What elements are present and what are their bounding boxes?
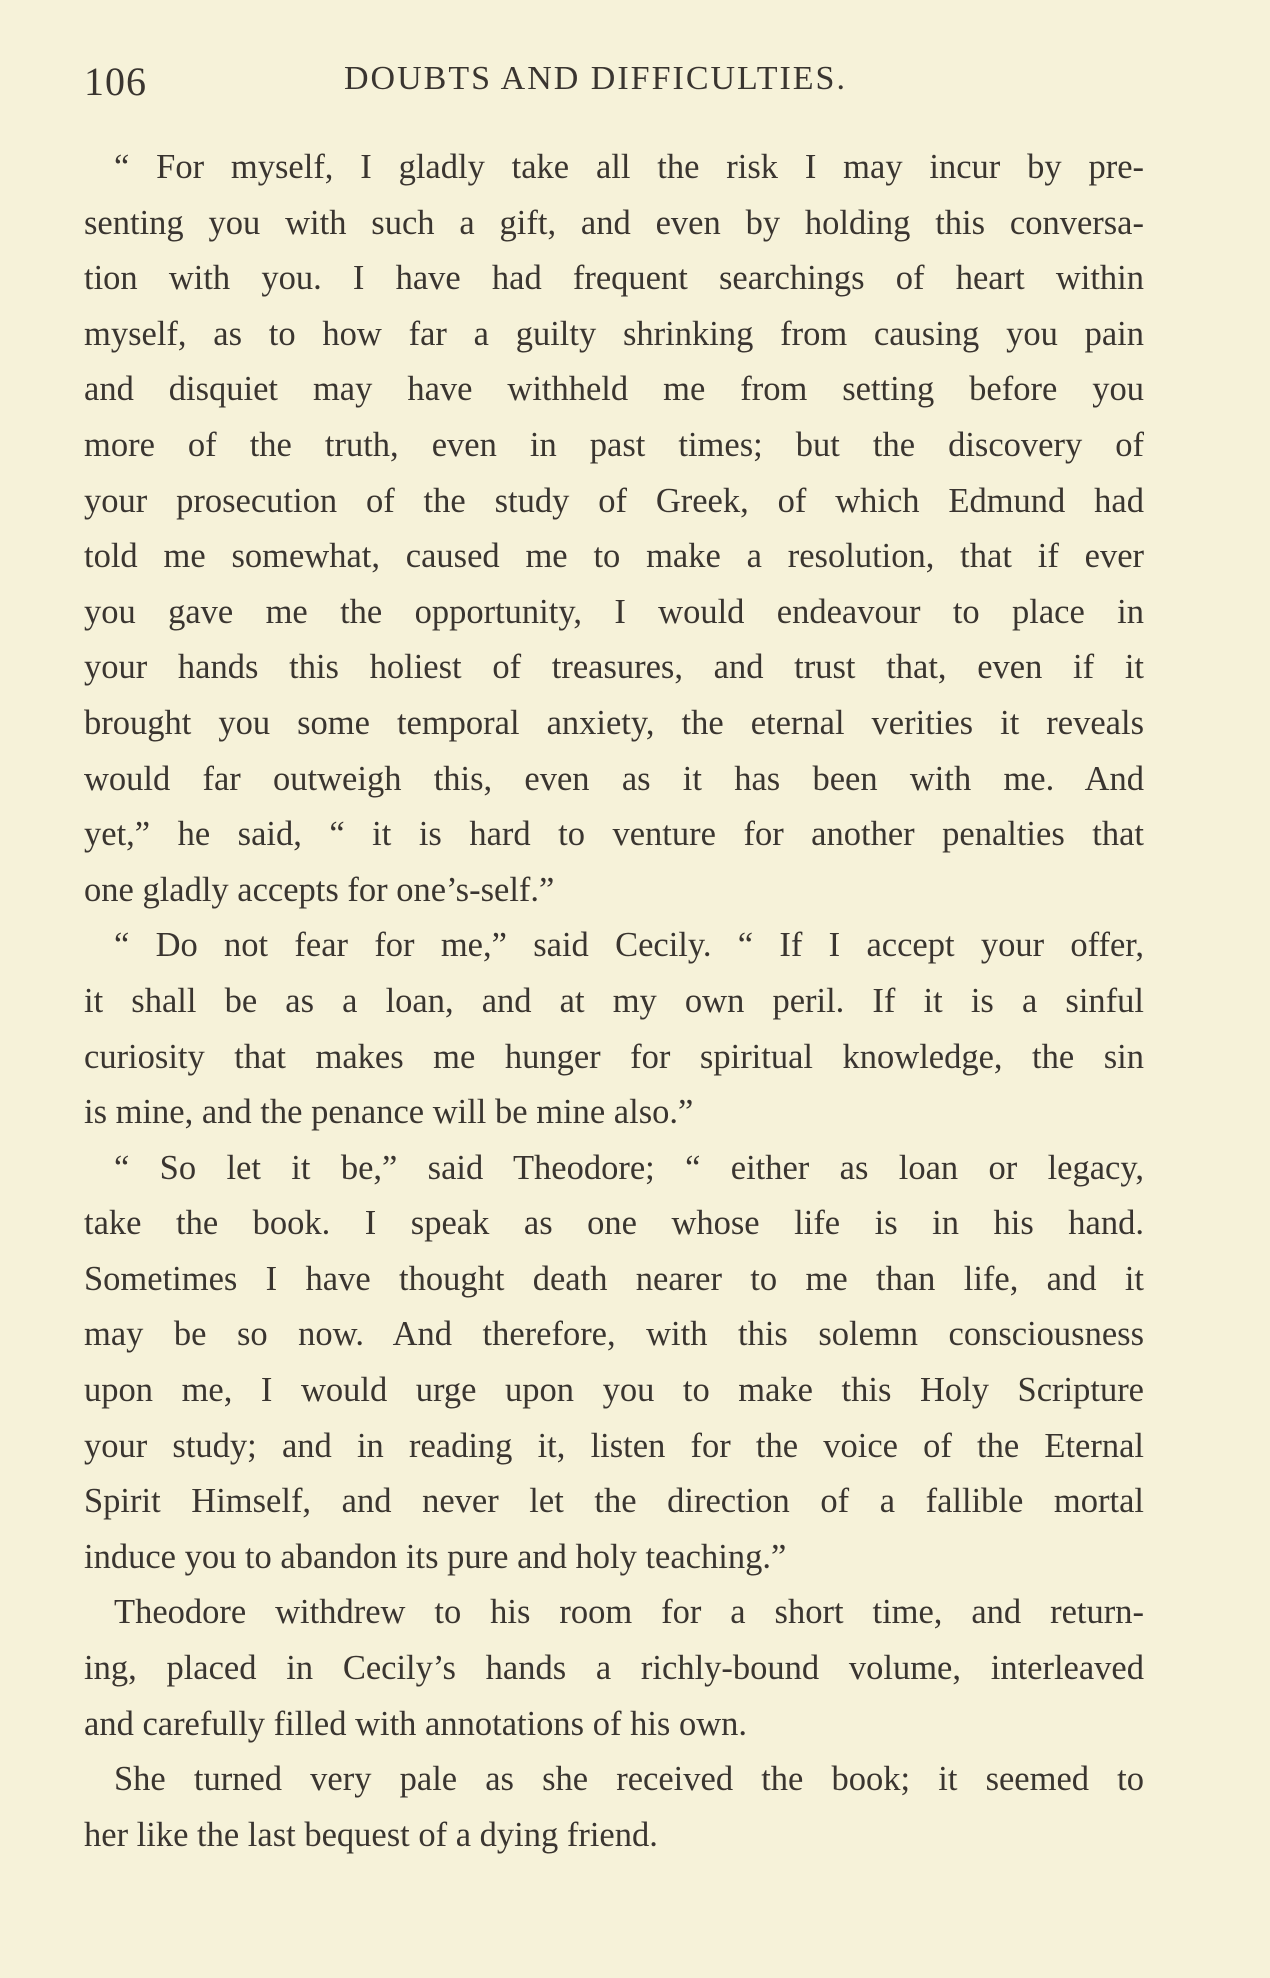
text-line: “ For myself, I gladly take all the risk I may incur by pre- (114, 148, 1144, 186)
running-title: DOUBTS AND DIFFICULTIES. (344, 60, 847, 97)
text-line: may be so now. And therefore, with this solemn consciousness (84, 1315, 1144, 1354)
text-line: senting you with such a gift, and even by holding this conversa- (84, 203, 1144, 242)
text-line: her like the last bequest of a dying friend. (84, 1815, 658, 1854)
text-line: ing, placed in Cecily’s hands a richly-bound volume, interleaved (84, 1649, 1144, 1688)
text-line: upon me, I would urge upon you to make this Holy Scripture (84, 1371, 1144, 1410)
text-line: your hands this holiest of treasures, and trust that, even if it (84, 648, 1144, 687)
text-line: you gave me the opportunity, I would endeavour to place in (84, 592, 1144, 631)
text-line: one gladly accepts for one’s-self.” (84, 870, 555, 909)
text-line: Spirit Himself, and never let the direction of a fallible mortal (84, 1482, 1144, 1521)
text-line: She turned very pale as she received the book; it seemed to (114, 1760, 1144, 1799)
page-header (84, 58, 1144, 108)
text-line: tion with you. I have had frequent searchings of heart within (84, 259, 1144, 298)
text-line: brought you some temporal anxiety, the eternal verities it reveals (84, 703, 1144, 742)
text-line: take the book. I speak as one whose life is in his hand. (84, 1204, 1144, 1243)
text-line: and carefully filled with annotations of his own. (84, 1704, 748, 1743)
text-line: yet,” he said, “ it is hard to venture for another penalties that (84, 815, 1144, 854)
page-number: 106 (84, 59, 147, 104)
text-line: induce you to abandon its pure and holy teaching.” (84, 1537, 787, 1576)
text-line: more of the truth, even in past times; but the discovery of (84, 425, 1144, 464)
text-line: and disquiet may have withheld me from setting before you (84, 370, 1144, 409)
text-line: Theodore withdrew to his room for a short time, and return- (114, 1593, 1144, 1632)
text-line: “ So let it be,” said Theodore; “ either as loan or legacy, (114, 1148, 1144, 1187)
text-line: “ Do not fear for me,” said Cecily. “ If I accept your offer, (114, 926, 1144, 965)
text-line: Sometimes I have thought death nearer to me than life, and it (84, 1259, 1144, 1298)
text-line: it shall be as a loan, and at my own peril. If it is a sinful (84, 981, 1144, 1020)
text-line: told me somewhat, caused me to make a resolution, that if ever (84, 537, 1144, 576)
text-line: your study; and in reading it, listen for the voice of the Eternal (84, 1426, 1144, 1465)
text-line: your prosecution of the study of Greek, of which Edmund had (84, 481, 1144, 520)
text-line: would far outweigh this, even as it has been with me. And (84, 759, 1144, 798)
text-line: myself, as to how far a guilty shrinking from causing you pain (84, 314, 1144, 353)
text-line: is mine, and the penance will be mine also.” (84, 1093, 694, 1132)
body-text (84, 140, 1144, 1863)
text-line: curiosity that makes me hunger for spiritual knowledge, the sin (84, 1037, 1144, 1076)
